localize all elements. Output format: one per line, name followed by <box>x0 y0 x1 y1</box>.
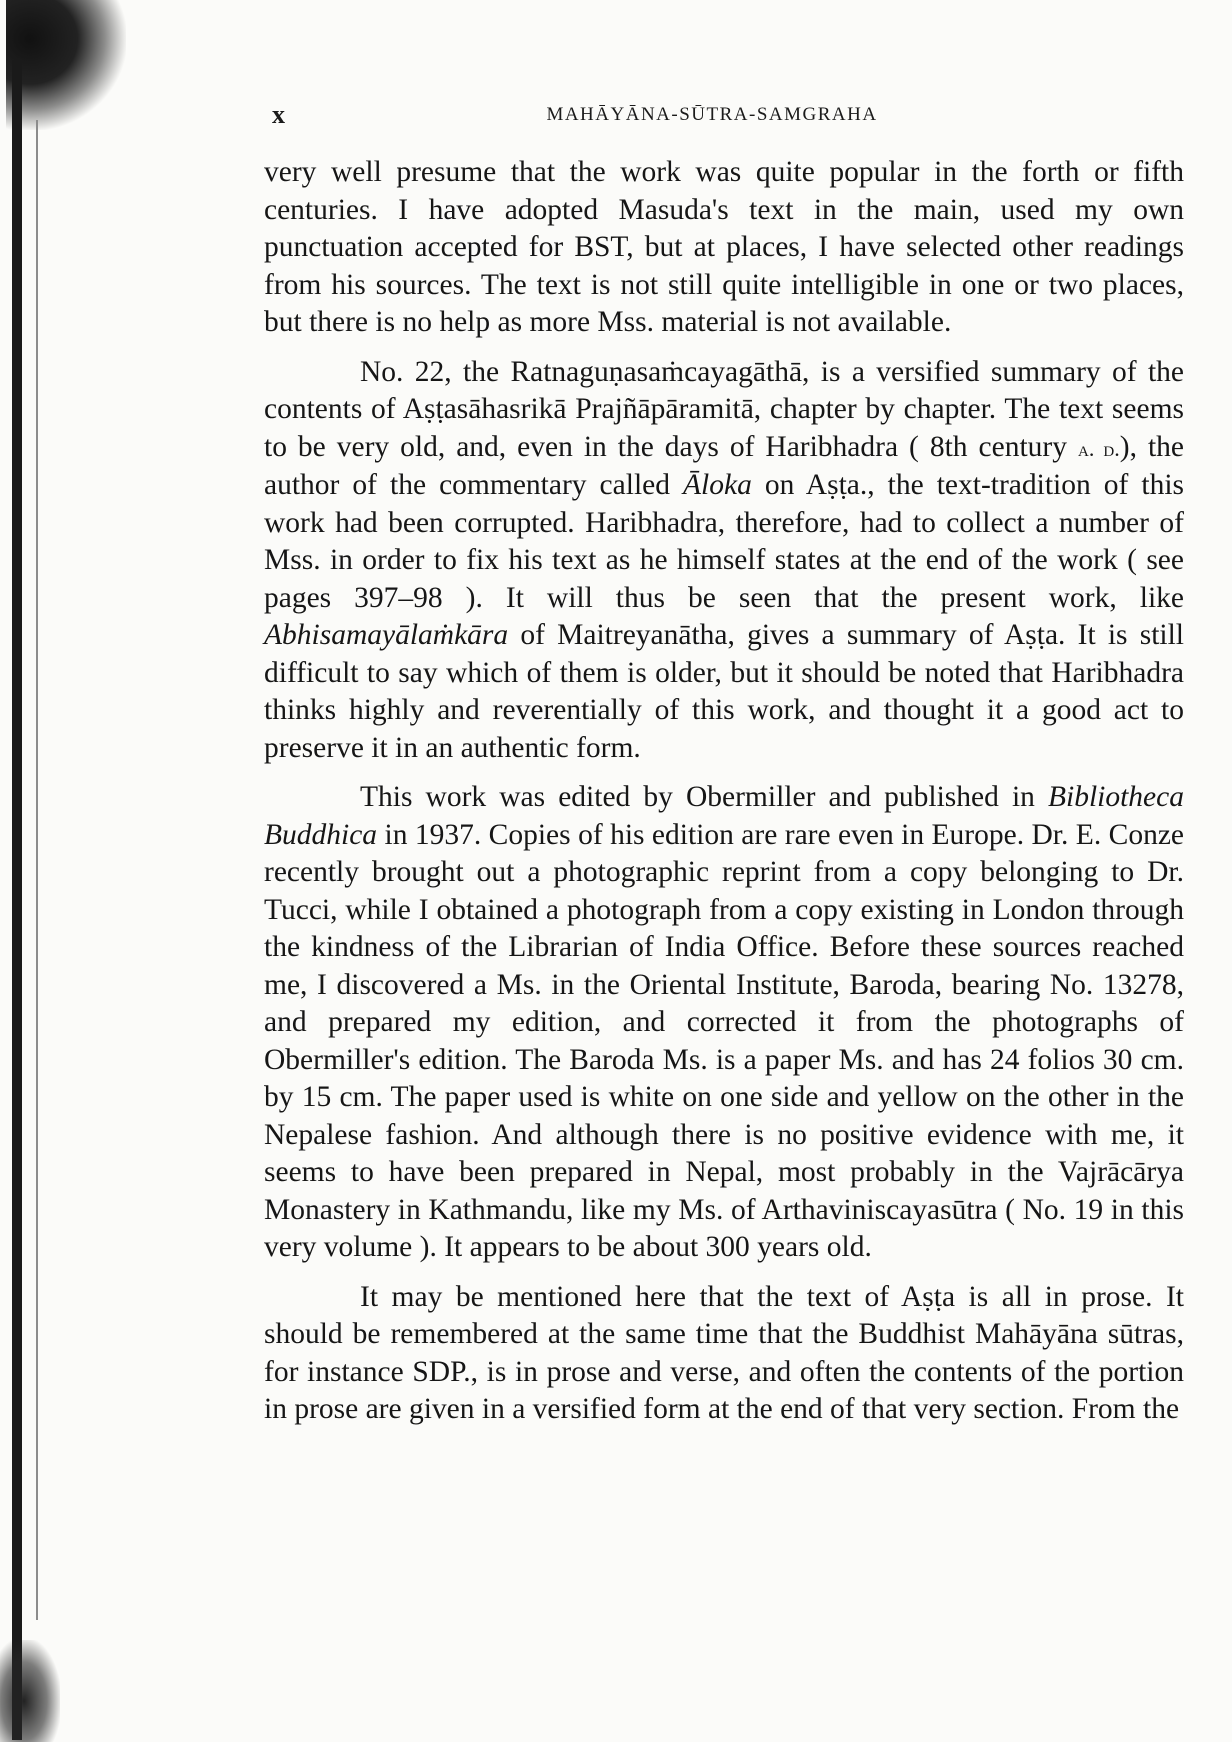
p2-part-a: No. 22, the Ratnaguṇasaṁcayagāthā, is a versified summary of the contents of Aṣṭasāhasrikā Prajñāpāramitā, chapter by chapter. The text seems to be very old, and, even in the days of Haribhadra ( 8th century <box>264 355 1184 463</box>
title-abhisamaya: Abhisamayālaṁkāra <box>264 619 509 651</box>
paragraph-4 <box>264 1279 1184 1429</box>
p3-part-b: in 1937. Copies of his edition are rare even in Europe. Dr. E. Conze recently brought out a photographic reprint from a copy belonging to Dr. Tucci, while I obtained a photograph from a copy existing in London through the kindness of the Librarian of India Office. Before these sources reached me, I discovered a Ms. in the Oriental Institute, Baroda, bearing No. 13278, and prepared my edition, and corrected it from the photographs of Obermiller's edition. The Baroda Ms. is a paper Ms. and has 24 folios 30 cm. by 15 cm. The paper used is white on one side and yellow on the other in the Nepalese fashion. And although there is no positive evidence with me, it seems to have been prepared in Nepal, most probably in the Vajrācārya Monastery in Kathmandu, like my Ms. of Arthaviniscayasūtra ( No. 19 in this very volume ). It appears to be about 300 years old. <box>264 818 1185 1263</box>
series-title: Bibliotheca Buddhica <box>264 781 1184 851</box>
body-text <box>264 154 1184 1441</box>
paragraph-1 <box>264 154 1184 342</box>
spine-edge <box>12 60 22 1740</box>
p4-text: It may be mentioned here that the text of Aṣṭa is all in prose. It should be remembered at the same time that the Buddhist Mahāyāna sūtras, for instance SDP., is in prose and verse, and often the contents of the portion in prose are given in a versified form at the end of that very section. From the <box>264 1280 1184 1425</box>
ink-blot-bottom <box>0 1640 60 1742</box>
p2-part-d: of Maitreyanātha, gives a summary of Aṣṭa. It is still difficult to say which of them is older, but it should be noted that Haribhadra thinks highly and reverentially of this work, and thought it a good act to preserve it in an authentic form. <box>264 619 1184 764</box>
running-title: MAHĀYĀNA-SŪTRA-SAMGRAHA <box>546 104 878 125</box>
paragraph-2 <box>264 354 1184 768</box>
paragraph-3 <box>264 779 1184 1267</box>
title-aloka: Āloka <box>683 469 752 501</box>
p1-text: very well presume that the work was quite popular in the forth or fifth centuries. I have adopted Masuda's text in the main, used my own punctuation accepted for BST, but at places, I have selected other readings from his sources. The text is not still quite intelligible in one or two places, but there is no help as more Mss. material is not available. <box>264 156 1184 338</box>
p2-part-b: ), the author of the commentary called <box>264 430 1184 501</box>
p3-part-a: This work was edited by Obermiller and published in <box>360 781 1035 813</box>
ink-blot-top <box>6 0 126 130</box>
spine-shadow-line <box>36 120 38 1620</box>
p2-part-c: on Aṣṭa., the text-tradition of this work had been corrupted. Haribhadra, therefore, had to collect a number of Mss. in order to fix his text as he himself states at the end of the work ( see pages 397–98 ). It will thus be seen that the present work, like <box>264 469 1185 614</box>
era-abbrev: a. d. <box>1077 435 1120 461</box>
binding-shadow <box>0 0 70 1742</box>
running-head <box>272 100 1172 130</box>
page-number: x <box>272 100 285 129</box>
